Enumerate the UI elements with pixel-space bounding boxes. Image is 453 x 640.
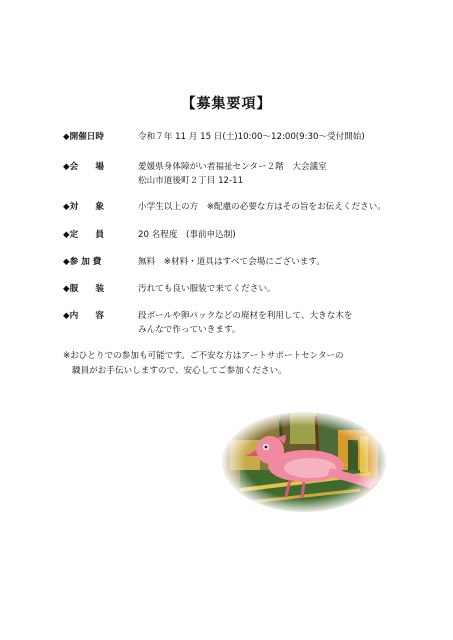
info-value-line: 令和７年 11 月 15 日(土)10:00～12:00(9:30～受付開始) bbox=[138, 132, 365, 142]
info-value bbox=[138, 130, 365, 144]
info-label: ◆服 装 bbox=[63, 284, 104, 294]
info-value-line: 汚れても良い服装で来てください。 bbox=[138, 284, 276, 294]
info-label: ◆定 員 bbox=[63, 230, 104, 240]
info-value-line: 段ボールや卵パックなどの廃材を利用して、大きな木を bbox=[138, 311, 353, 321]
info-value-line: 20 名程度 (事前申込制) bbox=[138, 230, 236, 240]
info-value-line: 松山市道後町２丁目 12-11 bbox=[138, 176, 244, 186]
bird-artwork-image bbox=[220, 410, 388, 514]
info-value bbox=[138, 200, 386, 214]
info-label: ◆会 場 bbox=[63, 162, 104, 172]
info-value-line: 小学生以上の方 ※配慮の必要な方はその旨をお伝えください。 bbox=[138, 202, 386, 212]
info-value-line: 愛媛県身体障がい者福祉センター２階 大会議室 bbox=[138, 162, 327, 172]
info-value-line: みんなで作っていきます。 bbox=[138, 325, 241, 335]
info-value bbox=[138, 160, 327, 188]
note-line: ※おひとりでの参加も可能です。ご不安な方はアートサポートセンターの bbox=[63, 351, 344, 361]
info-label: ◆対 象 bbox=[63, 202, 104, 212]
info-value bbox=[138, 309, 353, 337]
info-label: ◆開催日時 bbox=[63, 132, 104, 142]
info-value bbox=[138, 255, 325, 269]
page-title: 【募集要項】 bbox=[181, 96, 272, 112]
note-line: 職員がお手伝いしますので、安心してご参加ください。 bbox=[72, 366, 287, 376]
participation-note bbox=[63, 349, 344, 379]
info-value-line: 無料 ※材料・道具はすべて会場にございます。 bbox=[138, 257, 325, 267]
info-label: ◆内 容 bbox=[63, 311, 104, 321]
info-value bbox=[138, 228, 236, 242]
info-label: ◆参 加 費 bbox=[63, 257, 102, 267]
info-value bbox=[138, 282, 276, 296]
